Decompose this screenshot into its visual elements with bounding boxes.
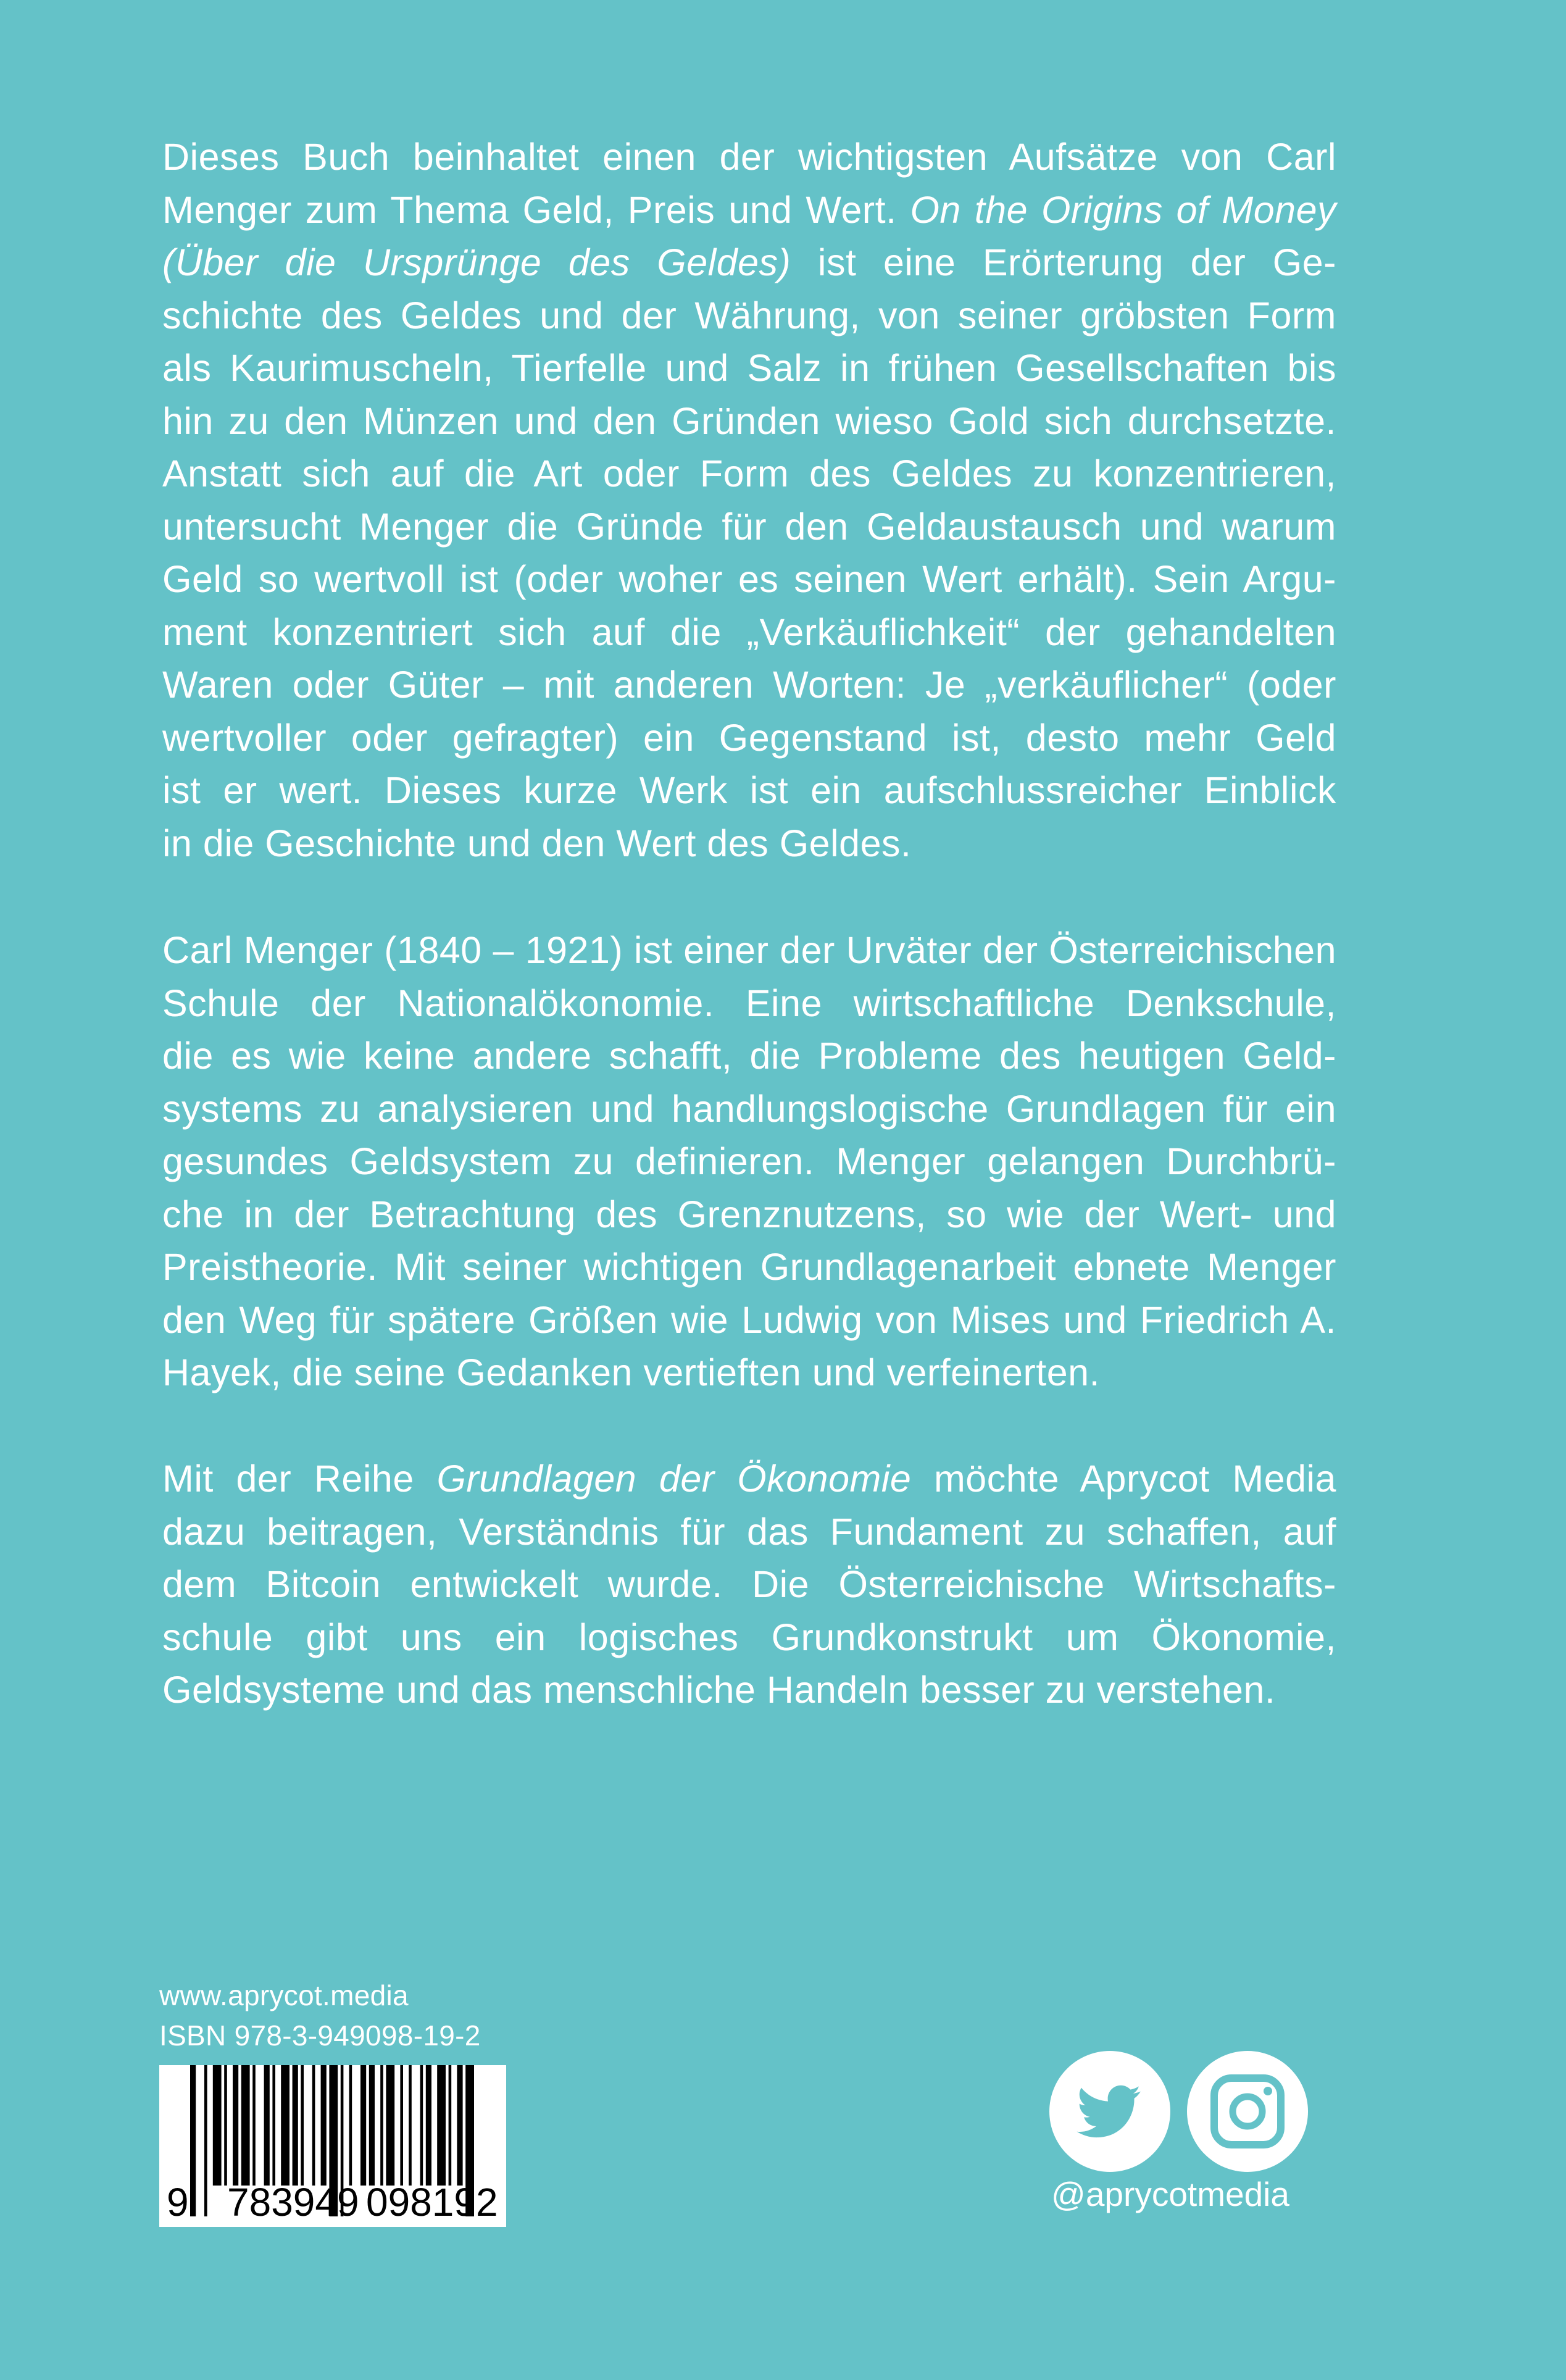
text-segment: systems zu analysieren und handlungslogische Grundlagen für ein: [162, 1087, 1336, 1130]
text-line: [162, 553, 1336, 606]
instagram-icon: [1187, 2051, 1308, 2172]
text-segment: Anstatt sich auf die Art oder Form des Geldes zu konzentrieren,: [162, 453, 1336, 495]
text-segment: ist er wert. Dieses kurze Werk ist ein aufschlussreicher Einblick: [162, 769, 1336, 811]
text-segment: gesundes Geldsystem zu definieren. Menger gelangen Durchbrü-: [162, 1140, 1336, 1182]
text-segment: die es wie keine andere schafft, die Probleme des heutigen Geld-: [162, 1035, 1336, 1077]
barcode-bar: [420, 2065, 423, 2186]
italic-title: (Über die Ursprünge des Geldes): [162, 241, 791, 283]
barcode-bar: [233, 2065, 238, 2186]
text-segment: Hayek, die seine Gedanken vertieften und verfeinerten.: [162, 1351, 1101, 1393]
barcode-bar: [281, 2065, 289, 2186]
text-segment: hin zu den Münzen und den Gründen wieso Gold sich durchsetzte.: [162, 399, 1336, 442]
author-bio-paragraph: [162, 924, 1336, 1400]
text-line: [162, 606, 1336, 659]
text-segment: als Kaurimuscheln, Tierfelle und Salz in frühen Gesellschaften bis: [162, 347, 1336, 389]
text-line: [162, 342, 1336, 395]
text-line: [162, 236, 1336, 290]
barcode-bar: [386, 2065, 394, 2186]
barcode-bar: [437, 2065, 446, 2186]
barcode-bar: [457, 2065, 462, 2186]
text-line: [162, 1558, 1336, 1611]
text-segment: schule gibt uns ein logisches Grundkonstrukt um Ökonomie,: [162, 1616, 1336, 1658]
text-segment: Menger zum Thema Geld, Preis und Wert.: [162, 188, 910, 231]
text-segment: ist eine Erörterung der Ge-: [791, 241, 1336, 283]
text-line: [162, 1030, 1336, 1083]
text-line: [162, 1188, 1336, 1242]
isbn-text: ISBN 978-3-949098-19-2: [159, 2019, 481, 2052]
text-segment: den Weg für spätere Größen wie Ludwig von Mises und Friedrich A.: [162, 1298, 1336, 1341]
series-paragraph: [162, 1453, 1336, 1717]
barcode-bar: [449, 2065, 452, 2186]
text-segment: Carl Menger (1840 – 1921) ist einer der Urväter der Österreichischen: [162, 929, 1336, 971]
barcode-bar: [241, 2065, 250, 2186]
website-link[interactable]: www.aprycot.media: [159, 1979, 409, 2011]
barcode-digits-left: 783949: [227, 2180, 359, 2224]
barcode-bar: [224, 2065, 227, 2186]
text-segment: Schule der Nationalökonomie. Eine wirtschaftliche Denkschule,: [162, 982, 1336, 1024]
italic-title: On the Origins of Money: [910, 188, 1336, 231]
text-segment: che in der Betrachtung des Grenznutzens, so wie der Wert- und: [162, 1193, 1336, 1235]
barcode-bar: [252, 2065, 256, 2186]
social-handle[interactable]: @aprycotmedia: [1051, 2175, 1289, 2213]
text-line: [162, 290, 1336, 343]
barcode-bar: [369, 2065, 375, 2186]
barcode-bar: [360, 2065, 366, 2186]
text-line: [162, 1294, 1336, 1347]
barcode-bar: [301, 2065, 304, 2186]
text-segment: untersucht Menger die Gründe für den Geldaustausch und warum: [162, 505, 1336, 548]
text-segment: Geld so wertvoll ist (oder woher es seinen Wert erhält). Sein Argu-: [162, 558, 1336, 600]
text-line: [162, 395, 1336, 448]
text-line: [162, 131, 1336, 184]
text-line: [162, 1611, 1336, 1664]
text-line: [162, 712, 1336, 765]
twitter-icon: [1049, 2051, 1170, 2172]
barcode-bar: [409, 2065, 412, 2186]
text-line: [162, 1506, 1336, 1559]
text-line: [162, 1347, 1336, 1400]
text-segment: schichte des Geldes und der Währung, von seiner gröbsten Form: [162, 294, 1336, 336]
text-segment: Preistheorie. Mit seiner wichtigen Grundlagenarbeit ebnete Menger: [162, 1246, 1336, 1288]
barcode-digit-first: 9: [167, 2180, 189, 2224]
text-segment: in die Geschichte und den Wert des Geldes.: [162, 822, 912, 864]
text-line: [162, 1453, 1336, 1506]
text-segment: wertvoller oder gefragter) ein Gegenstand ist, desto mehr Geld: [162, 716, 1336, 759]
text-segment: Waren oder Güter – mit anderen Worten: Je „verkäuflicher“ (oder: [162, 664, 1336, 706]
text-line: [162, 924, 1336, 977]
text-segment: möchte Aprycot Media: [911, 1458, 1336, 1500]
text-line: [162, 817, 1336, 871]
twitter-button[interactable]: [1049, 2051, 1170, 2172]
text-line: [162, 1135, 1336, 1188]
barcode-bar: [349, 2065, 352, 2186]
text-segment: ment konzentriert sich auf die „Verkäuflichkeit“ der gehandelten: [162, 611, 1336, 653]
text-line: [162, 501, 1336, 554]
barcode-bar: [293, 2065, 298, 2186]
description-paragraph: [162, 131, 1336, 870]
barcode-bar: [204, 2065, 207, 2216]
barcode-bar: [312, 2065, 315, 2186]
barcode-bar: [426, 2065, 431, 2186]
instagram-button[interactable]: [1187, 2051, 1308, 2172]
text-line: [162, 659, 1336, 712]
text-segment: dem Bitcoin entwickelt wurde. Die Österreichische Wirtschafts-: [162, 1563, 1336, 1605]
text-segment: Geldsysteme und das menschliche Handeln besser zu verstehen.: [162, 1669, 1276, 1711]
text-line: [162, 1241, 1336, 1294]
barcode-bar: [400, 2065, 403, 2186]
text-line: [162, 764, 1336, 817]
text-segment: dazu beitragen, Verständnis für das Fundament zu schaffen, auf: [162, 1510, 1336, 1553]
isbn-barcode: [159, 2065, 506, 2227]
barcode-digits-right: 098192: [366, 2180, 498, 2224]
barcode-bar: [272, 2065, 275, 2186]
text-segment: Dieses Buch beinhaltet einen der wichtigsten Aufsätze von Carl: [162, 136, 1336, 178]
text-line: [162, 977, 1336, 1030]
text-line: [162, 1664, 1336, 1717]
barcode-bar: [264, 2065, 270, 2186]
text-line: [162, 184, 1336, 237]
text-segment: Mit der Reihe: [162, 1458, 437, 1500]
barcode-bar: [190, 2065, 196, 2216]
barcode-bar: [380, 2065, 383, 2186]
text-line: [162, 1083, 1336, 1136]
barcode-bar: [321, 2065, 327, 2186]
text-line: [162, 448, 1336, 501]
italic-title: Grundlagen der Ökonomie: [436, 1458, 912, 1500]
barcode-bar: [213, 2065, 222, 2186]
